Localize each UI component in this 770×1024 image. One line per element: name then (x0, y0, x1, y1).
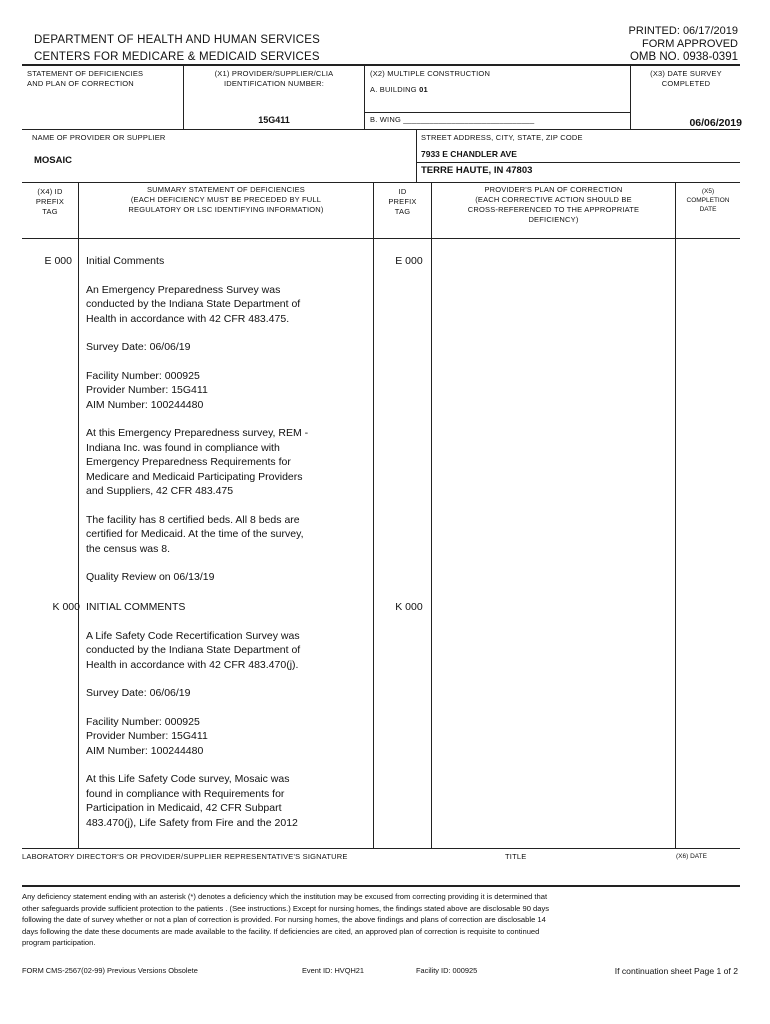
e000-paragraph (86, 369, 370, 413)
x3-label-line: (X3) DATE SURVEY (650, 69, 722, 78)
header-right (629, 25, 738, 64)
text-line: Emergency Preparedness Requirements for (86, 456, 291, 468)
divider (364, 65, 365, 129)
building-value: 01 (419, 85, 428, 94)
text-line: Quality Review on 06/13/19 (86, 571, 215, 583)
summary-header (80, 185, 372, 215)
text-line: Health in accordance with 42 CFR 483.470(j). (86, 658, 299, 671)
e000-paragraph (86, 340, 370, 355)
column-divider (373, 182, 374, 848)
provider-number: 15G411 (258, 115, 290, 125)
x1-label (186, 69, 362, 89)
signature-row-top-rule (22, 848, 740, 849)
e000-paragraph (86, 426, 370, 499)
k000-paragraph (86, 772, 370, 830)
x1-label-line: (X1) PROVIDER/SUPPLIER/CLIA (214, 69, 334, 78)
text-line: An Emergency Preparedness Survey was (86, 283, 281, 296)
date-label: (X6) DATE (676, 853, 707, 860)
divider (630, 65, 631, 129)
disclaimer-text (22, 891, 740, 949)
page-indicator: If continuation sheet Page 1 of 2 (614, 966, 738, 976)
k000-title: INITIAL COMMENTS (86, 601, 186, 613)
header-line: TAG (42, 207, 58, 216)
header-line: (X5) (701, 188, 715, 195)
header-line: TAG (394, 207, 411, 216)
x3-label-line: COMPLETED (661, 79, 711, 88)
disclaimer-line: following the date of survey whether or not a plan of correction is provided. For nursing homes, the above findings and plans of correction are disclosable 14 (22, 915, 546, 924)
column-header-rule (22, 238, 740, 239)
x3-label (632, 69, 740, 89)
text-line: found in compliance with Requirements for (86, 787, 285, 800)
wing-label: B. WING ______________________________ (370, 115, 535, 124)
street-address: 7933 E CHANDLER AVE (421, 149, 517, 159)
x4-header (22, 187, 78, 217)
form-approved: FORM APPROVED (642, 38, 738, 50)
text-line: AIM Number: 100244480 (86, 744, 204, 757)
text-line: Participation in Medicaid, 42 CFR Subpart (86, 802, 282, 814)
disclaimer-line: Any deficiency statement ending with an asterisk (*) denotes a deficiency which the institution may be excused from correcting providing it is determined that (22, 892, 548, 901)
text-line: At this Life Safety Code survey, Mosaic was (86, 773, 290, 785)
building-field (370, 85, 428, 95)
k000-paragraph (86, 629, 370, 673)
header-line: ID (398, 187, 407, 196)
header-line: COMPLETION (686, 197, 730, 204)
header-line: SUMMARY STATEMENT OF DEFICIENCIES (146, 185, 305, 194)
info-box-top-rule (22, 64, 740, 66)
statement-label-line: AND PLAN OF CORRECTION (27, 79, 134, 88)
header-line: DEFICIENCY) (528, 215, 579, 224)
text-line: Medicare and Medicaid Participating Providers (86, 470, 303, 483)
header-line: PREFIX (388, 197, 417, 206)
id-header (374, 187, 431, 217)
divider (416, 129, 417, 182)
k000-paragraph (86, 686, 370, 701)
header-line: (X4) ID (37, 187, 63, 196)
provider-name-label: NAME OF PROVIDER OR SUPPLIER (32, 133, 166, 142)
signature-label: LABORATORY DIRECTOR'S OR PROVIDER/SUPPLIER REPRESENTATIVE'S SIGNATURE (22, 852, 348, 861)
statement-label (27, 69, 143, 89)
x2-label: (X2) MULTIPLE CONSTRUCTION (370, 69, 491, 78)
header-line: CROSS-REFERENCED TO THE APPROPRIATE (467, 205, 640, 214)
event-id: Event ID: HVQH21 (302, 966, 365, 975)
agency-name: CENTERS FOR MEDICARE & MEDICAID SERVICES (34, 51, 320, 63)
e000-paragraph (86, 513, 370, 557)
text-line: Indiana Inc. was found in compliance with (86, 441, 280, 454)
address-label: STREET ADDRESS, CITY, STATE, ZIP CODE (421, 133, 583, 142)
k000-paragraph (86, 715, 370, 759)
divider (183, 65, 184, 129)
text-line: The facility has 8 certified beds. All 8 beds are (86, 513, 300, 526)
printed-date: PRINTED: 06/17/2019 (628, 25, 738, 37)
form-number: FORM CMS-2567(02-99) Previous Versions Obsolete (22, 966, 198, 975)
k000-deficiency-text (86, 600, 370, 830)
x1-label-line: IDENTIFICATION NUMBER: (223, 79, 325, 88)
k000-prefix-tag: K 000 (52, 601, 80, 613)
title-label: TITLE (505, 852, 527, 861)
text-line: Survey Date: 06/06/19 (86, 341, 191, 353)
header-line: (EACH CORRECTIVE ACTION SHOULD BE (475, 195, 632, 204)
column-divider (431, 182, 432, 848)
text-line: conducted by the Indiana State Department of (86, 298, 301, 310)
text-line: A Life Safety Code Recertification Survey was (86, 629, 300, 642)
text-line: Health in accordance with 42 CFR 483.475. (86, 312, 290, 325)
e000-title: Initial Comments (86, 255, 165, 267)
header-line: PROVIDER'S PLAN OF CORRECTION (484, 185, 623, 194)
text-line: AIM Number: 100244480 (86, 398, 204, 411)
text-line: certified for Medicaid. At the time of the survey, (86, 528, 304, 540)
building-label: A. BUILDING (370, 85, 417, 94)
disclaimer-line: days following the date these documents are made available to the facility. If deficiencies are cited, an approved plan of correction is requisite to continued (22, 926, 540, 936)
divider (22, 182, 740, 183)
header-line: DATE (699, 206, 717, 213)
e000-paragraph (86, 283, 370, 327)
plan-header (432, 185, 675, 225)
text-line: Survey Date: 06/06/19 (86, 687, 191, 699)
text-line: At this Emergency Preparedness survey, REM - (86, 427, 309, 439)
divider (416, 162, 740, 163)
disclaimer-line: other safeguards provide sufficient protection to the patients . (See instructions.) Except for nursing homes, the findings stated above are disclosable 90 days (22, 903, 550, 913)
column-divider (78, 182, 79, 848)
text-line: and Suppliers, 42 CFR 483.475 (86, 485, 234, 497)
provider-name: MOSAIC (34, 155, 72, 166)
k000-id-tag: K 000 (395, 601, 423, 613)
omb-number: OMB NO. 0938-0391 (629, 51, 738, 63)
text-line: Provider Number: 15G411 (86, 730, 208, 742)
survey-completed-date: 06/06/2019 (689, 117, 742, 129)
text-line: Facility Number: 000925 (86, 715, 200, 728)
e000-prefix-tag: E 000 (44, 255, 72, 267)
text-line: conducted by the Indiana State Department of (86, 644, 301, 656)
header-line: PREFIX (35, 197, 65, 206)
divider (364, 112, 630, 113)
e000-id-tag: E 000 (395, 255, 423, 267)
text-line: Provider Number: 15G411 (86, 384, 208, 396)
e000-paragraph (86, 570, 370, 585)
text-line: the census was 8. (86, 542, 171, 555)
column-divider (675, 182, 676, 848)
statement-label-line: STATEMENT OF DEFICIENCIES (27, 69, 144, 78)
signature-row-bottom-rule (22, 885, 740, 887)
city-state-zip: TERRE HAUTE, IN 47803 (421, 165, 533, 176)
text-line: Facility Number: 000925 (86, 369, 200, 382)
text-line: 483.470(j), Life Safety from Fire and the 2012 (86, 816, 298, 829)
disclaimer-line: program participation. (22, 938, 96, 947)
divider (22, 129, 740, 130)
x5-header (676, 187, 740, 214)
department-name: DEPARTMENT OF HEALTH AND HUMAN SERVICES (34, 34, 320, 46)
header-line: (EACH DEFICIENCY MUST BE PRECEDED BY FULL (130, 195, 322, 204)
facility-id: Facility ID: 000925 (416, 966, 478, 975)
e000-deficiency-text (86, 254, 370, 585)
header-line: REGULATORY OR LSC IDENTIFYING INFORMATION) (128, 205, 324, 214)
